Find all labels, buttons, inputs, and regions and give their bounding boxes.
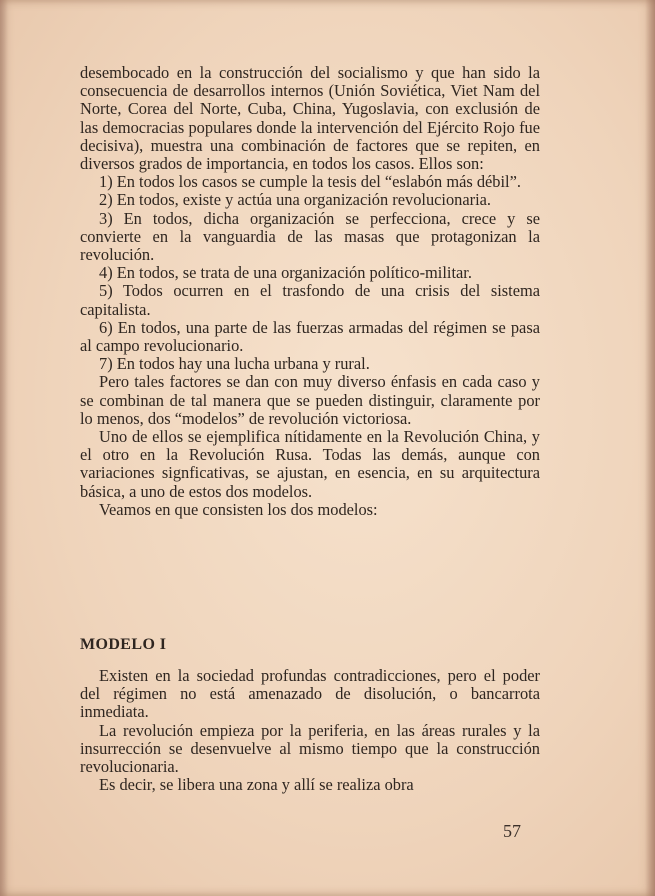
list-item-5: 5) Todos ocurren en el trasfondo de una crisis del sistema capitalista.: [80, 281, 540, 319]
list-item-3: 3) En todos, dicha organización se perfecciona, crece y se convierte en la vanguardia de las masas que protagonizan la revolución.: [80, 208, 540, 265]
paragraph-liberation: Es decir, se libera una zona y allí se realiza obra: [99, 775, 414, 795]
paragraph-transition: Veamos en que consisten los dos modelos:: [99, 499, 378, 519]
paragraph-periphery: La revolución empieza por la periferia, en las áreas rurales y la insurrección se desenvuelve al mismo tiempo que la construcción revolucionaria.: [80, 720, 540, 777]
section-text: [80, 667, 540, 794]
paragraph-models: Uno de ellos se ejemplifica nítidamente en la Revolución China, y el otro en la Revolución Rusa. Todas las demás, aunque con variaciones signficativas, se ajustan, en esencia, en su arquitectura básica, a uno de estos dos modelos.: [80, 427, 540, 501]
list-item-1: 1) En todos los casos se cumple la tesis del “eslabón más débil”.: [99, 172, 521, 192]
page-edge-shadow: [645, 0, 655, 896]
page-gutter-shadow: [0, 0, 8, 896]
list-item-6: 6) En todos, una parte de las fuerzas armadas del régimen se pasa al campo revolucionario.: [80, 317, 540, 356]
list-item-4: 4) En todos, se trata de una organización político-militar.: [99, 263, 472, 283]
body-text: [80, 64, 540, 519]
paragraph-contradictions: Existen en la sociedad profundas contradicciones, pero el poder del régimen no está amenazado de disolución, o bancarrota inmediata.: [80, 666, 540, 722]
paragraph-factors: Pero tales factores se dan con muy diverso énfasis en cada caso y se combinan de tal manera que se pueden distinguir, claramente por lo menos, dos “modelos” de revolución victoriosa.: [80, 372, 540, 428]
page-number: 57: [503, 821, 521, 841]
list-item-2: 2) En todos, existe y actúa una organización revolucionaria.: [99, 190, 492, 210]
paragraph-intro: desembocado en la construcción del socialismo y que han sido la consecuencia de desarrollos internos (Unión Soviética, Viet Nam del Norte, Corea del Norte, Cuba, China, Yugoslavia, con exclusión de las democracias populares donde la intervención del Ejército Rojo fue decisiva), muestra una combinación de factores que se repiten, en diversos grados de importancia, en todos los casos. Ellos son:: [80, 63, 540, 174]
section-heading: MODELO I: [80, 636, 167, 653]
list-item-7: 7) En todos hay una lucha urbana y rural.: [99, 354, 370, 374]
